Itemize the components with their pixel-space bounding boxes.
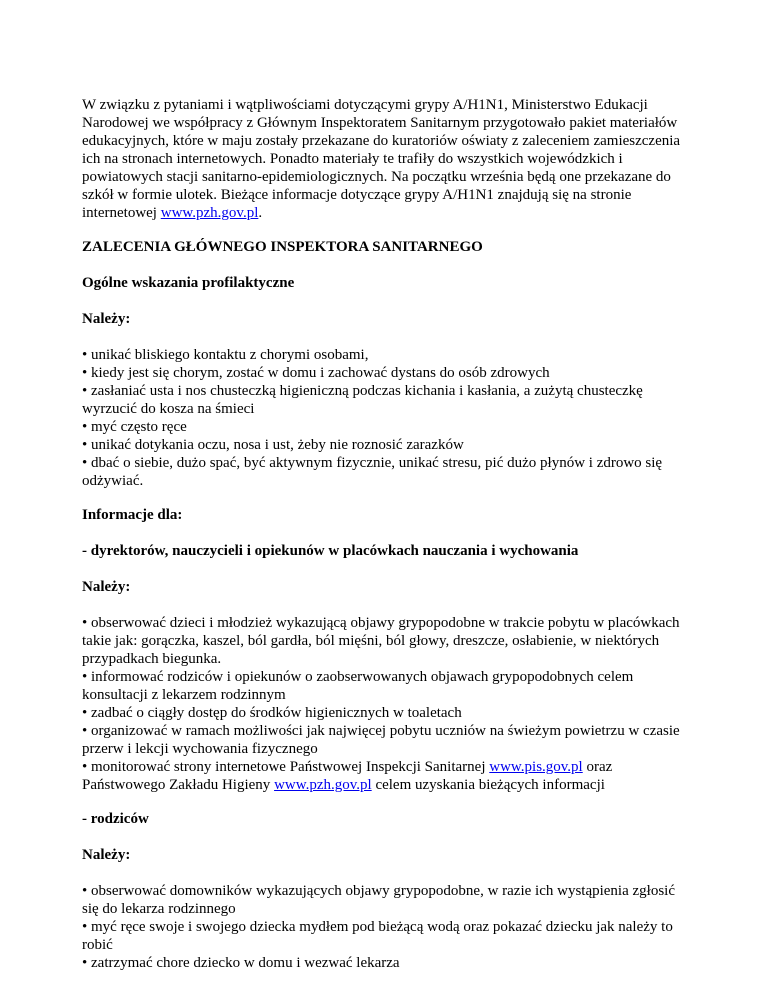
list-item: • dbać o siebie, dużo spać, być aktywnym fizycznie, unikać stresu, pić dużo płynów i zdrowo się odżywiać.: [82, 455, 663, 489]
directors-list: [82, 614, 687, 794]
nalezy-heading-2: Należy:: [82, 579, 131, 595]
list-item: • obserwować dzieci i młodzież wykazującą objawy grypopodobne w trakcie pobytu w placówkach takie jak: gorączka, kaszel, ból gardła, ból mięśni, ból głowy, dreszcze, osłabienie, w niektórych przypadkach biegunka.: [82, 615, 680, 667]
list-item: • zasłaniać usta i nos chusteczką higieniczną podczas kichania i kasłania, a zużytą chusteczkę wyrzucić do kosza na śmieci: [82, 383, 643, 417]
list-item: • unikać dotykania oczu, nosa i ust, żeby nie roznosić zarazków: [82, 437, 464, 453]
list-item: • myć ręce swoje i swojego dziecka mydłem pod bieżącą wodą oraz pokazać dziecku jak należy to robić: [82, 919, 673, 953]
list-item: • zatrzymać chore dziecko w domu i wezwać lekarza: [82, 955, 400, 971]
parents-list: [82, 882, 687, 972]
pzh-link[interactable]: www.pzh.gov.pl: [160, 205, 259, 221]
info-for-heading: Informacje dla:: [82, 507, 183, 523]
list-item: • zadbać o ciągły dostęp do środków higienicznych w toaletach: [82, 705, 462, 721]
nalezy-heading-3: Należy:: [82, 847, 131, 863]
nalezy-heading-1: Należy:: [82, 311, 131, 327]
general-heading: Ogólne wskazania profilaktyczne: [82, 275, 295, 291]
parents-heading: - rodziców: [82, 811, 149, 827]
list-item: • unikać bliskiego kontaktu z chorymi osobami,: [82, 347, 369, 363]
list-item: • obserwować domowników wykazujących objawy grypopodobne, w razie ich wystąpienia zgłosić się do lekarza rodzinnego: [82, 883, 675, 917]
general-list: [82, 346, 687, 490]
list-item: • myć często ręce: [82, 419, 187, 435]
list-item: • informować rodziców i opiekunów o zaobserwowanych objawach grypopodobnych celem konsultacji z lekarzem rodzinnym: [82, 669, 634, 703]
main-heading: ZALECENIA GŁÓWNEGO INSPEKTORA SANITARNEGO: [82, 239, 483, 255]
list-item: • organizować w ramach możliwości jak najwięcej pobytu uczniów na świeżym powietrzu w czasie przerw i lekcji wychowania fizycznego: [82, 723, 680, 757]
document-page: [82, 96, 687, 988]
pzh-link-2[interactable]: www.pzh.gov.pl: [274, 777, 372, 793]
intro-text: W związku z pytaniami i wątpliwościami dotyczącymi grypy A/H1N1, Ministerstwo Edukacji Narodowej we współpracy z Głównym Inspektoratem Sanitarnym przygotowało pakiet materiałów edukacyjnych, które w maju zostały przekazane do kuratoriów oświaty z zaleceniem zamieszczenia ich na stronach internetowych. Ponadto materiały te trafiły do wszystkich wojewódzkich i powiatowych stacji sanitarno-epidemiologicznych. Na początku września będą one przekazane do szkół w formie ulotek. Bieżące informacje dotyczące grypy A/H1N1 znajdują się na stronie internetowej: [82, 97, 681, 221]
pis-link[interactable]: www.pis.gov.pl: [489, 759, 583, 775]
directors-heading: - dyrektorów, nauczycieli i opiekunów w placówkach nauczania i wychowania: [82, 543, 579, 559]
intro-paragraph: [82, 96, 687, 222]
list-item: • kiedy jest się chorym, zostać w domu i zachować dystans do osób zdrowych: [82, 365, 550, 381]
list-item-monitor: • monitorować strony internetowe Państwowej Inspekcji Sanitarnej www.pis.gov.pl oraz Państwowego Zakładu Higieny www.pzh.gov.pl celem uzyskania bieżących informacji: [82, 759, 613, 793]
intro-end: .: [258, 205, 263, 221]
